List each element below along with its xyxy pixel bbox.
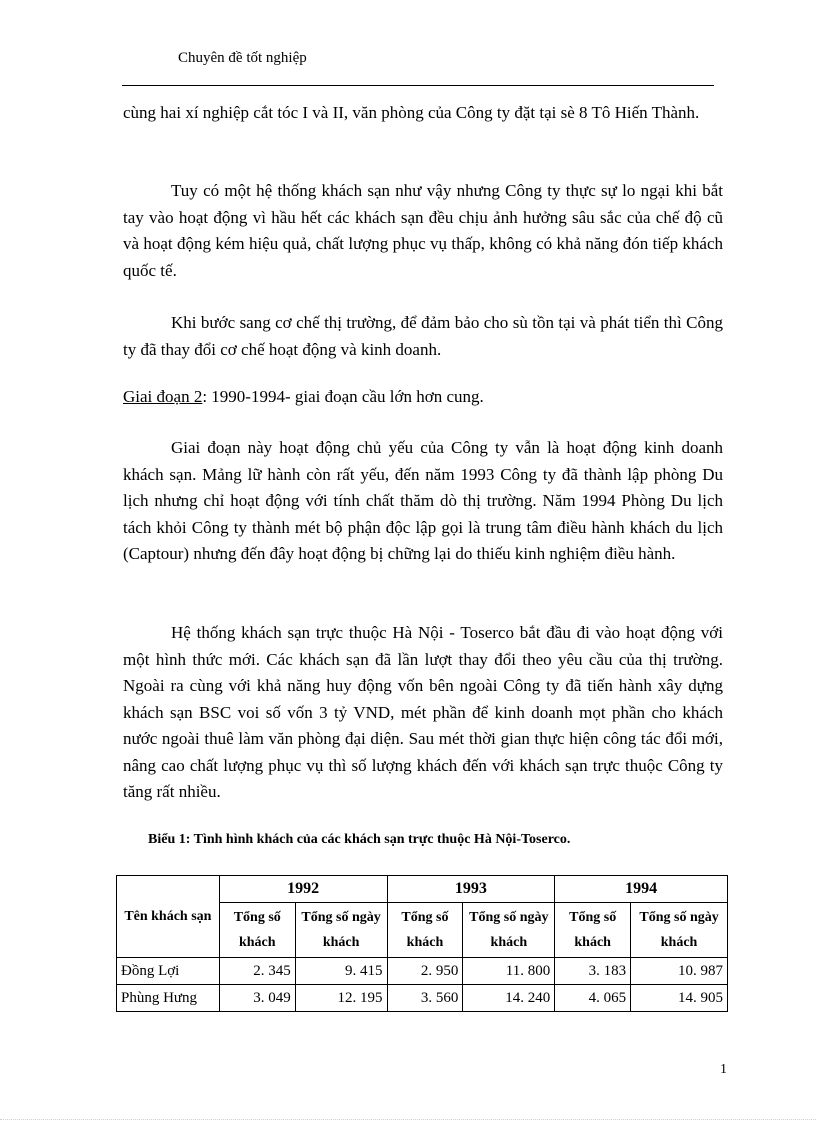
year-header: 1992 <box>219 876 387 903</box>
hotel-guest-table <box>116 875 728 1012</box>
page-bottom-border <box>0 1119 816 1120</box>
table-cell: 10. 987 <box>631 958 728 985</box>
stage-2-text: : 1990-1994- giai đoạn cầu lớn hơn cung. <box>202 387 484 406</box>
table-caption: Biểu 1: Tình hình khách của các khách sạn trực thuộc Hà Nội-Toserco. <box>148 832 571 847</box>
table-cell: 4. 065 <box>555 985 631 1012</box>
header-rule <box>122 85 714 86</box>
total-guest-days-header: Tổng số ngày khách <box>295 903 387 958</box>
table-cell: 3. 049 <box>219 985 295 1012</box>
total-guest-days-header: Tổng số ngày khách <box>631 903 728 958</box>
paragraph-1: cùng hai xí nghiệp cắt tóc I và II, văn phòng của Công ty đặt tại sè 8 Tô Hiến Thành. <box>123 103 700 122</box>
table-cell: 14. 240 <box>463 985 555 1012</box>
paragraph-5: Giai đoạn này hoạt động chủ yếu của Công ty vẫn là hoạt động kinh doanh khách sạn. Mảng lữ hành còn rất yếu, đến năm 1993 Công ty đã thành lập phòng Du lịch nhưng chỉ hoạt động với tính chất thăm dò thị trường. Năm 1994 Phòng Du lịch tách khỏi Công ty thành mét bộ phận độc lập gọi là trung tâm điều hành khách du lịch (Captour) nhưng đến đây hoạt động bị chững lại do thiếu kinh nghiệm điều hành. <box>123 438 723 563</box>
total-guest-days-header: Tổng số ngày khách <box>463 903 555 958</box>
page-header: Chuyên đề tốt nghiệp <box>178 50 307 66</box>
table-cell: 2. 345 <box>219 958 295 985</box>
total-guests-header: Tổng số khách <box>219 903 295 958</box>
total-guests-header: Tổng số khách <box>555 903 631 958</box>
table-cell: 14. 905 <box>631 985 728 1012</box>
year-header: 1994 <box>555 876 728 903</box>
hotel-name-cell: Đồng Lợi <box>117 958 220 985</box>
table-header-row-years <box>117 876 728 903</box>
table-row <box>117 958 728 985</box>
table-cell: 3. 183 <box>555 958 631 985</box>
page-number: 1 <box>720 1062 727 1077</box>
table-row <box>117 985 728 1012</box>
table-cell: 11. 800 <box>463 958 555 985</box>
paragraph-3: Khi bước sang cơ chế thị trường, để đảm bảo cho sù tồn tại và phát tiển thì Công ty đã thay đổi cơ chế hoạt động và kinh doanh. <box>123 313 723 359</box>
total-guests-header: Tổng số khách <box>387 903 463 958</box>
stage-2-label: Giai đoạn 2 <box>123 387 203 406</box>
hotel-name-cell: Phùng Hưng <box>117 985 220 1012</box>
table-cell: 12. 195 <box>295 985 387 1012</box>
paragraph-6: Hệ thống khách sạn trực thuộc Hà Nội - Toserco bắt đầu đi vào hoạt động với một hình thức mới. Các khách sạn đã lần lượt thay đổi theo yêu cầu của thị trường. Ngoài ra cùng với khả năng huy động vốn bên ngoài Công ty đã tiến hành xây dựng khách sạn BSC voi số vốn 3 tỷ VND, mét phần để kinh doanh mọt phần cho khách nước ngoài thuê làm văn phòng đại diện. Sau mét thời gian thực hiện công tác đổi mới, nâng cao chất lượng phục vụ thì số lượng khách đến với khách sạn trực thuộc Công ty tăng rất nhiều. <box>123 623 723 801</box>
hotel-name-header: Tên khách sạn <box>117 876 220 958</box>
table-cell: 9. 415 <box>295 958 387 985</box>
table-cell: 3. 560 <box>387 985 463 1012</box>
year-header: 1993 <box>387 876 555 903</box>
table-cell: 2. 950 <box>387 958 463 985</box>
paragraph-2: Tuy có một hệ thống khách sạn như vậy nhưng Công ty thực sự lo ngại khi bắt tay vào hoạt động vì hầu hết các khách sạn đều chịu ảnh hưởng sâu sắc của chế độ cũ và hoạt động kém hiệu quả, chất lượng phục vụ thấp, không có khả năng đón tiếp khách quốc tế. <box>123 181 723 280</box>
paragraph-stage-2 <box>123 384 723 411</box>
